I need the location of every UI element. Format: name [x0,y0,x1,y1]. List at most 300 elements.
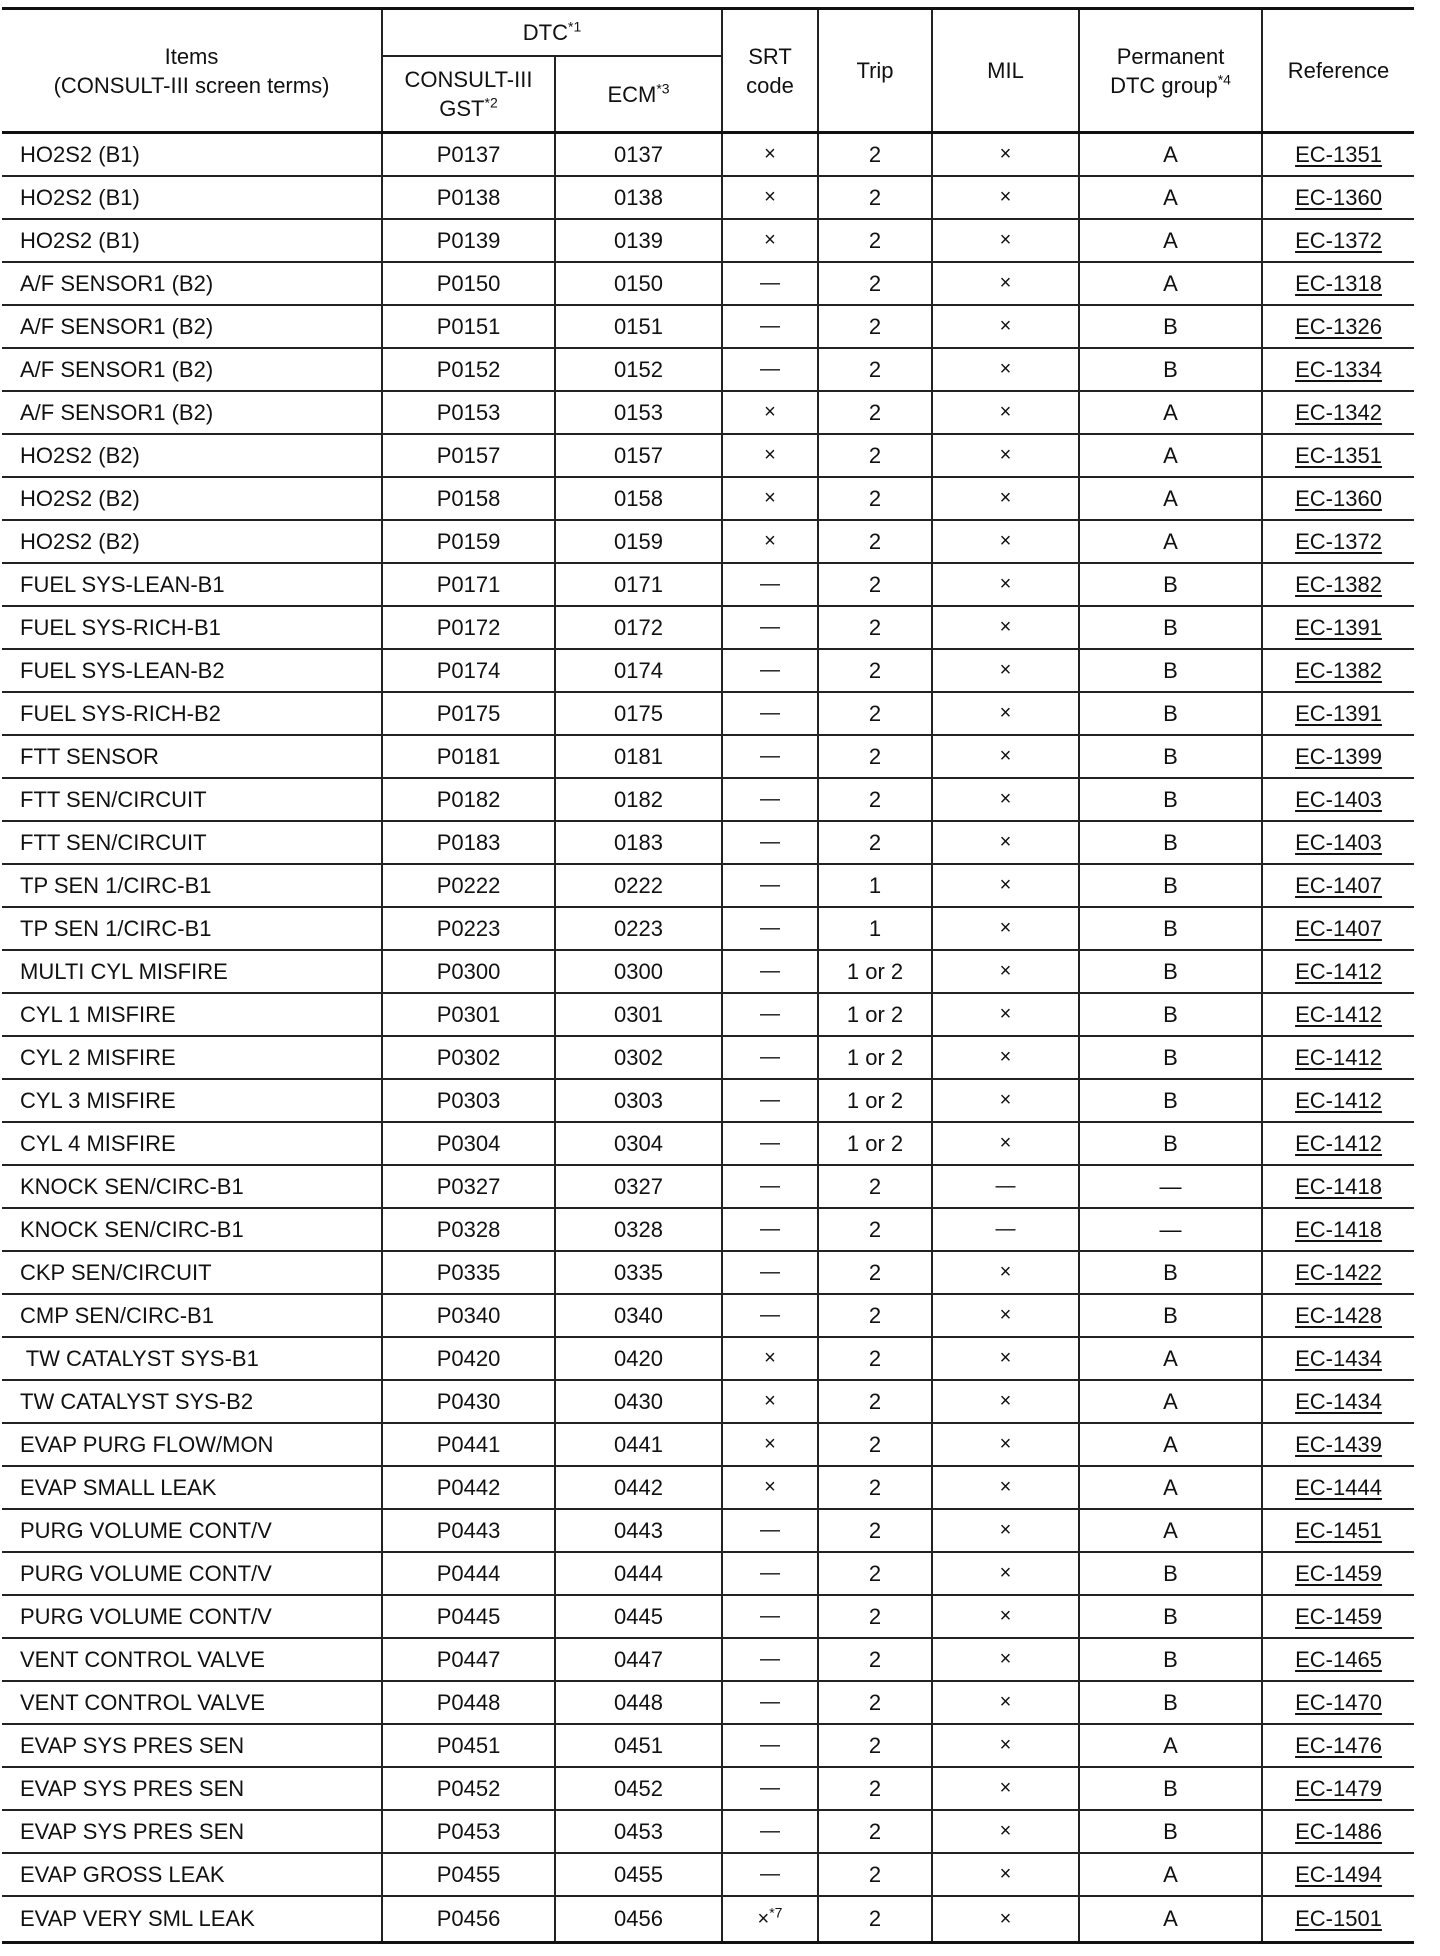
consult-gst-code: P0153 [436,399,501,425]
srt-code-cell [722,735,818,778]
mil-indicator-cell [932,391,1079,434]
reference-link[interactable]: EC-1412 [1295,1044,1382,1070]
item-name-cell [2,993,382,1036]
table-row [2,1251,1414,1294]
permanent-dtc-group: B [1163,1818,1178,1844]
reference-link[interactable]: EC-1399 [1295,743,1382,769]
consult-gst-code: P0303 [436,1087,501,1113]
trip-count-cell [818,1767,932,1810]
header-srt-line1: SRT [748,43,792,69]
consult-gst-code-cell [382,907,555,950]
item-name-cell [2,950,382,993]
item-name: FUEL SYS-LEAN-B2 [20,657,225,683]
table-row [2,864,1414,907]
trip-count-cell [818,1466,932,1509]
mil-indicator: × [999,1046,1012,1068]
mil-indicator: × [999,788,1012,810]
reference-link[interactable]: EC-1465 [1295,1646,1382,1672]
table-row [2,907,1414,950]
item-name-cell [2,391,382,434]
permanent-dtc-group: A [1163,1388,1178,1414]
trip-count-cell [818,1165,932,1208]
header-mil-label: MIL [987,58,1024,83]
permanent-dtc-group-cell [1079,1724,1262,1767]
reference-link-cell [1262,305,1414,348]
table-row [2,950,1414,993]
reference-link[interactable]: EC-1407 [1295,915,1382,941]
table-row [2,1165,1414,1208]
item-name-cell [2,1294,382,1337]
trip-count: 2 [868,1906,882,1931]
mil-indicator-cell [932,477,1079,520]
table-row [2,993,1414,1036]
consult-gst-code: P0171 [436,571,501,597]
table-row [2,1036,1414,1079]
srt-code-cell [722,1896,818,1943]
permanent-dtc-group: B [1163,1560,1178,1586]
reference-link-cell [1262,1380,1414,1423]
trip-count: 2 [868,485,882,511]
srt-code-cell [722,1724,818,1767]
srt-code: — [760,315,781,337]
trip-count-cell [818,219,932,262]
header-ecm [555,56,722,133]
reference-link-cell [1262,1122,1414,1165]
permanent-dtc-group-cell [1079,133,1262,177]
ecm-code-cell [555,1724,722,1767]
permanent-dtc-group: B [1163,915,1178,941]
table-row [2,391,1414,434]
trip-count: 2 [868,1646,882,1672]
consult-gst-code: P0300 [436,958,501,984]
srt-code-cell [722,1767,818,1810]
consult-gst-code-cell [382,950,555,993]
srt-code-cell [722,262,818,305]
reference-link[interactable]: EC-1434 [1295,1345,1382,1371]
srt-code-cell [722,1853,818,1896]
permanent-dtc-group: B [1163,1001,1178,1027]
ecm-code-cell [555,735,722,778]
trip-count: 2 [868,528,882,554]
reference-link-cell [1262,950,1414,993]
consult-gst-code: P0301 [436,1001,501,1027]
permanent-dtc-group: B [1163,657,1178,683]
trip-count-cell [818,606,932,649]
permanent-dtc-group-cell [1079,993,1262,1036]
ecm-code: 0137 [614,141,663,167]
ecm-code: 0183 [614,829,663,855]
mil-indicator-cell [932,1251,1079,1294]
mil-indicator-cell [932,1724,1079,1767]
trip-count: 1 or 2 [846,958,904,984]
srt-code-cell [722,649,818,692]
reference-link-cell [1262,520,1414,563]
mil-indicator: × [999,1519,1012,1541]
ecm-code-cell [555,348,722,391]
mil-indicator: × [999,1691,1012,1713]
trip-count-cell [818,434,932,477]
ecm-code: 0182 [614,786,663,812]
reference-link[interactable]: EC-1382 [1295,571,1382,597]
consult-gst-code: P0158 [436,485,501,511]
mil-indicator-cell [932,1681,1079,1724]
item-name: FTT SEN/CIRCUIT [20,786,207,812]
item-name: A/F SENSOR1 (B2) [20,313,214,339]
permanent-dtc-group: A [1163,1906,1178,1931]
header-permanent-dtc-group [1079,9,1262,133]
item-name: CYL 2 MISFIRE [20,1044,176,1070]
consult-gst-code-cell [382,1681,555,1724]
reference-link[interactable]: EC-1318 [1295,270,1382,296]
srt-code: × [764,1476,776,1498]
consult-gst-code: P0451 [436,1732,501,1758]
item-name: TW CATALYST SYS-B2 [20,1388,254,1414]
srt-code: × [764,1390,776,1412]
permanent-dtc-group-cell [1079,1896,1262,1943]
srt-code: × [764,186,776,208]
item-name: PURG VOLUME CONT/V [20,1560,272,1586]
reference-link[interactable]: EC-1476 [1295,1732,1382,1758]
trip-count-cell [818,1208,932,1251]
consult-gst-code: P0174 [436,657,501,683]
consult-gst-code: P0455 [436,1861,501,1887]
ecm-code: 0430 [614,1388,663,1414]
permanent-dtc-group-cell [1079,1853,1262,1896]
item-name-cell [2,1466,382,1509]
table-row [2,1595,1414,1638]
consult-gst-code: P0183 [436,829,501,855]
ecm-code: 0139 [614,227,663,253]
ecm-code-cell [555,821,722,864]
ecm-code-cell [555,219,722,262]
trip-count: 2 [868,184,882,210]
reference-link-cell [1262,1853,1414,1896]
reference-link[interactable]: EC-1486 [1295,1818,1382,1844]
item-name-cell [2,778,382,821]
permanent-dtc-group: A [1163,442,1178,468]
reference-link[interactable]: EC-1372 [1295,227,1382,253]
reference-link-cell [1262,1552,1414,1595]
consult-gst-code: P0430 [436,1388,501,1414]
consult-gst-code: P0448 [436,1689,501,1715]
table-row [2,821,1414,864]
reference-link[interactable]: EC-1470 [1295,1689,1382,1715]
consult-gst-code-cell [382,864,555,907]
item-name-cell [2,1208,382,1251]
item-name-cell [2,907,382,950]
mil-indicator: × [999,1777,1012,1799]
srt-code: — [760,358,781,380]
srt-code-cell [722,520,818,563]
mil-indicator-cell [932,778,1079,821]
reference-link-cell [1262,1165,1414,1208]
ecm-code-cell [555,391,722,434]
srt-code-cell [722,950,818,993]
consult-gst-code: P0181 [436,743,501,769]
item-name: VENT CONTROL VALVE [20,1689,265,1715]
ecm-code: 0302 [614,1044,663,1070]
item-name: HO2S2 (B1) [20,141,140,167]
item-name-cell [2,219,382,262]
reference-link[interactable]: EC-1412 [1295,1130,1382,1156]
ecm-code-cell [555,1552,722,1595]
trip-count: 2 [868,1560,882,1586]
permanent-dtc-group-cell [1079,1251,1262,1294]
trip-count: 2 [868,614,882,640]
permanent-dtc-group: B [1163,614,1178,640]
consult-gst-code-cell [382,1638,555,1681]
reference-link-cell [1262,219,1414,262]
permanent-dtc-group: B [1163,1646,1178,1672]
item-name: EVAP GROSS LEAK [20,1861,225,1887]
reference-link-cell [1262,133,1414,177]
permanent-dtc-group-cell [1079,1165,1262,1208]
table-row [2,1466,1414,1509]
ecm-code-cell [555,864,722,907]
mil-indicator-cell [932,520,1079,563]
srt-code: × [764,444,776,466]
reference-link-cell [1262,1079,1414,1122]
consult-gst-code: P0157 [436,442,501,468]
item-name: CYL 4 MISFIRE [20,1130,176,1156]
item-name: CYL 3 MISFIRE [20,1087,176,1113]
reference-link[interactable]: EC-1403 [1295,786,1382,812]
header-dtc [382,9,722,57]
consult-gst-code: P0175 [436,700,501,726]
reference-link[interactable]: EC-1418 [1295,1173,1382,1199]
reference-link[interactable]: EC-1428 [1295,1302,1382,1328]
trip-count-cell [818,1509,932,1552]
mil-indicator: × [999,745,1012,767]
item-name-cell [2,133,382,177]
header-ecm-footnote: *3 [656,80,670,97]
ecm-code-cell [555,1122,722,1165]
permanent-dtc-group-cell [1079,262,1262,305]
table-row [2,348,1414,391]
header-items-line1: Items [164,43,219,69]
mil-indicator: × [999,1433,1012,1455]
permanent-dtc-group-cell [1079,434,1262,477]
reference-link[interactable]: EC-1439 [1295,1431,1382,1457]
permanent-dtc-group: B [1163,872,1178,898]
mil-indicator: × [999,1132,1012,1154]
permanent-dtc-group: A [1163,270,1178,296]
item-name: CYL 1 MISFIRE [20,1001,176,1027]
consult-gst-code-cell [382,1767,555,1810]
item-name: KNOCK SEN/CIRC-B1 [20,1216,244,1242]
permanent-dtc-group: B [1163,1044,1178,1070]
item-name: HO2S2 (B2) [20,528,140,554]
table-row [2,1122,1414,1165]
srt-code-cell [722,176,818,219]
permanent-dtc-group: A [1163,485,1178,511]
reference-link[interactable]: EC-1326 [1295,313,1382,339]
reference-link[interactable]: EC-1391 [1295,700,1382,726]
reference-link[interactable]: EC-1479 [1295,1775,1382,1801]
srt-code: — [760,573,781,595]
permanent-dtc-group: B [1163,958,1178,984]
reference-link-cell [1262,563,1414,606]
item-name-cell [2,1380,382,1423]
ecm-code: 0300 [614,958,663,984]
consult-gst-code-cell [382,1122,555,1165]
header-perm-line2: DTC group [1110,72,1218,98]
consult-gst-code: P0452 [436,1775,501,1801]
reference-link[interactable]: EC-1412 [1295,1001,1382,1027]
srt-code: — [760,1820,781,1842]
item-name: PURG VOLUME CONT/V [20,1517,272,1543]
reference-link[interactable]: EC-1434 [1295,1388,1382,1414]
ecm-code-cell [555,1079,722,1122]
mil-indicator: × [999,1089,1012,1111]
mil-indicator: × [999,1562,1012,1584]
consult-gst-code: P0152 [436,356,501,382]
reference-link[interactable]: EC-1501 [1295,1906,1382,1931]
consult-gst-code-cell [382,1896,555,1943]
trip-count-cell [818,1122,932,1165]
reference-link[interactable]: EC-1459 [1295,1603,1382,1629]
consult-gst-code: P0447 [436,1646,501,1672]
ecm-code: 0171 [614,571,663,597]
ecm-code-cell [555,1896,722,1943]
trip-count-cell [818,1896,932,1943]
trip-count: 1 or 2 [846,1001,904,1027]
item-name: FTT SENSOR [20,743,159,769]
srt-code-cell [722,1122,818,1165]
ecm-code-cell [555,1767,722,1810]
ecm-code-cell [555,1380,722,1423]
srt-code-cell [722,1509,818,1552]
consult-gst-code: P0328 [436,1216,501,1242]
header-consult-gst [382,56,555,133]
reference-link[interactable]: EC-1418 [1295,1216,1382,1242]
permanent-dtc-group-cell [1079,1380,1262,1423]
reference-link[interactable]: EC-1451 [1295,1517,1382,1543]
srt-code-cell [722,692,818,735]
reference-link[interactable]: EC-1407 [1295,872,1382,898]
trip-count: 2 [868,1861,882,1887]
mil-indicator-cell [932,133,1079,177]
trip-count: 1 [868,872,882,898]
consult-gst-code: P0453 [436,1818,501,1844]
permanent-dtc-group-cell [1079,1294,1262,1337]
table-row [2,176,1414,219]
permanent-dtc-group-cell [1079,606,1262,649]
item-name-cell [2,821,382,864]
reference-link[interactable]: EC-1412 [1295,1087,1382,1113]
consult-gst-code: P0445 [436,1603,501,1629]
permanent-dtc-group: B [1163,571,1178,597]
item-name-cell [2,1036,382,1079]
header-trip [818,9,932,133]
permanent-dtc-group-cell [1079,1122,1262,1165]
ecm-code-cell [555,1509,722,1552]
ecm-code-cell [555,606,722,649]
srt-code: — [760,1304,781,1326]
reference-link[interactable]: EC-1382 [1295,657,1382,683]
mil-indicator-cell [932,1208,1079,1251]
consult-gst-code: P0182 [436,786,501,812]
srt-code-cell [722,1208,818,1251]
permanent-dtc-group: B [1163,1775,1178,1801]
reference-link[interactable]: EC-1351 [1295,442,1382,468]
trip-count: 2 [868,1732,882,1758]
srt-code-cell [722,305,818,348]
ecm-code: 0159 [614,528,663,554]
ecm-code: 0452 [614,1775,663,1801]
consult-gst-code-cell [382,219,555,262]
item-name-cell [2,649,382,692]
mil-indicator-cell [932,305,1079,348]
reference-link[interactable]: EC-1360 [1295,184,1382,210]
mil-indicator: × [999,401,1012,423]
reference-link[interactable]: EC-1444 [1295,1474,1382,1500]
srt-code-cell [722,1595,818,1638]
reference-link[interactable]: EC-1422 [1295,1259,1382,1285]
trip-count: 2 [868,743,882,769]
item-name: VENT CONTROL VALVE [20,1646,265,1672]
consult-gst-code-cell [382,133,555,177]
consult-gst-code-cell [382,993,555,1036]
item-name: EVAP SYS PRES SEN [20,1732,245,1758]
reference-link[interactable]: EC-1391 [1295,614,1382,640]
trip-count-cell [818,821,932,864]
item-name-cell [2,864,382,907]
reference-link[interactable]: EC-1412 [1295,958,1382,984]
item-name-cell [2,1853,382,1896]
reference-link[interactable]: EC-1403 [1295,829,1382,855]
srt-code-cell [722,864,818,907]
consult-gst-code-cell [382,563,555,606]
ecm-code: 0448 [614,1689,663,1715]
reference-link[interactable]: EC-1334 [1295,356,1382,382]
table-row [2,1552,1414,1595]
item-name: FUEL SYS-RICH-B2 [20,700,221,726]
ecm-code-cell [555,950,722,993]
srt-code-cell [722,821,818,864]
reference-link[interactable]: EC-1351 [1295,141,1382,167]
reference-link[interactable]: EC-1360 [1295,485,1382,511]
reference-link[interactable]: EC-1342 [1295,399,1382,425]
mil-indicator-cell [932,348,1079,391]
reference-link[interactable]: EC-1494 [1295,1861,1382,1887]
item-name-cell [2,434,382,477]
trip-count-cell [818,692,932,735]
mil-indicator: × [999,960,1012,982]
trip-count: 2 [868,399,882,425]
mil-indicator-cell [932,434,1079,477]
table-row [2,1079,1414,1122]
consult-gst-code: P0443 [436,1517,501,1543]
reference-link[interactable]: EC-1459 [1295,1560,1382,1586]
reference-link[interactable]: EC-1372 [1295,528,1382,554]
ecm-code: 0175 [614,700,663,726]
srt-code-cell [722,1337,818,1380]
mil-indicator: × [999,702,1012,724]
permanent-dtc-group-cell [1079,520,1262,563]
permanent-dtc-group-cell [1079,219,1262,262]
srt-code: — [760,702,781,724]
permanent-dtc-group-cell [1079,1466,1262,1509]
consult-gst-code: P0442 [436,1474,501,1500]
trip-count-cell [818,1681,932,1724]
mil-indicator: × [999,1347,1012,1369]
ecm-code-cell [555,133,722,177]
mil-indicator-cell [932,1767,1079,1810]
consult-gst-code-cell [382,1380,555,1423]
consult-gst-code-cell [382,735,555,778]
header-consult-line1: CONSULT-III [404,67,533,92]
